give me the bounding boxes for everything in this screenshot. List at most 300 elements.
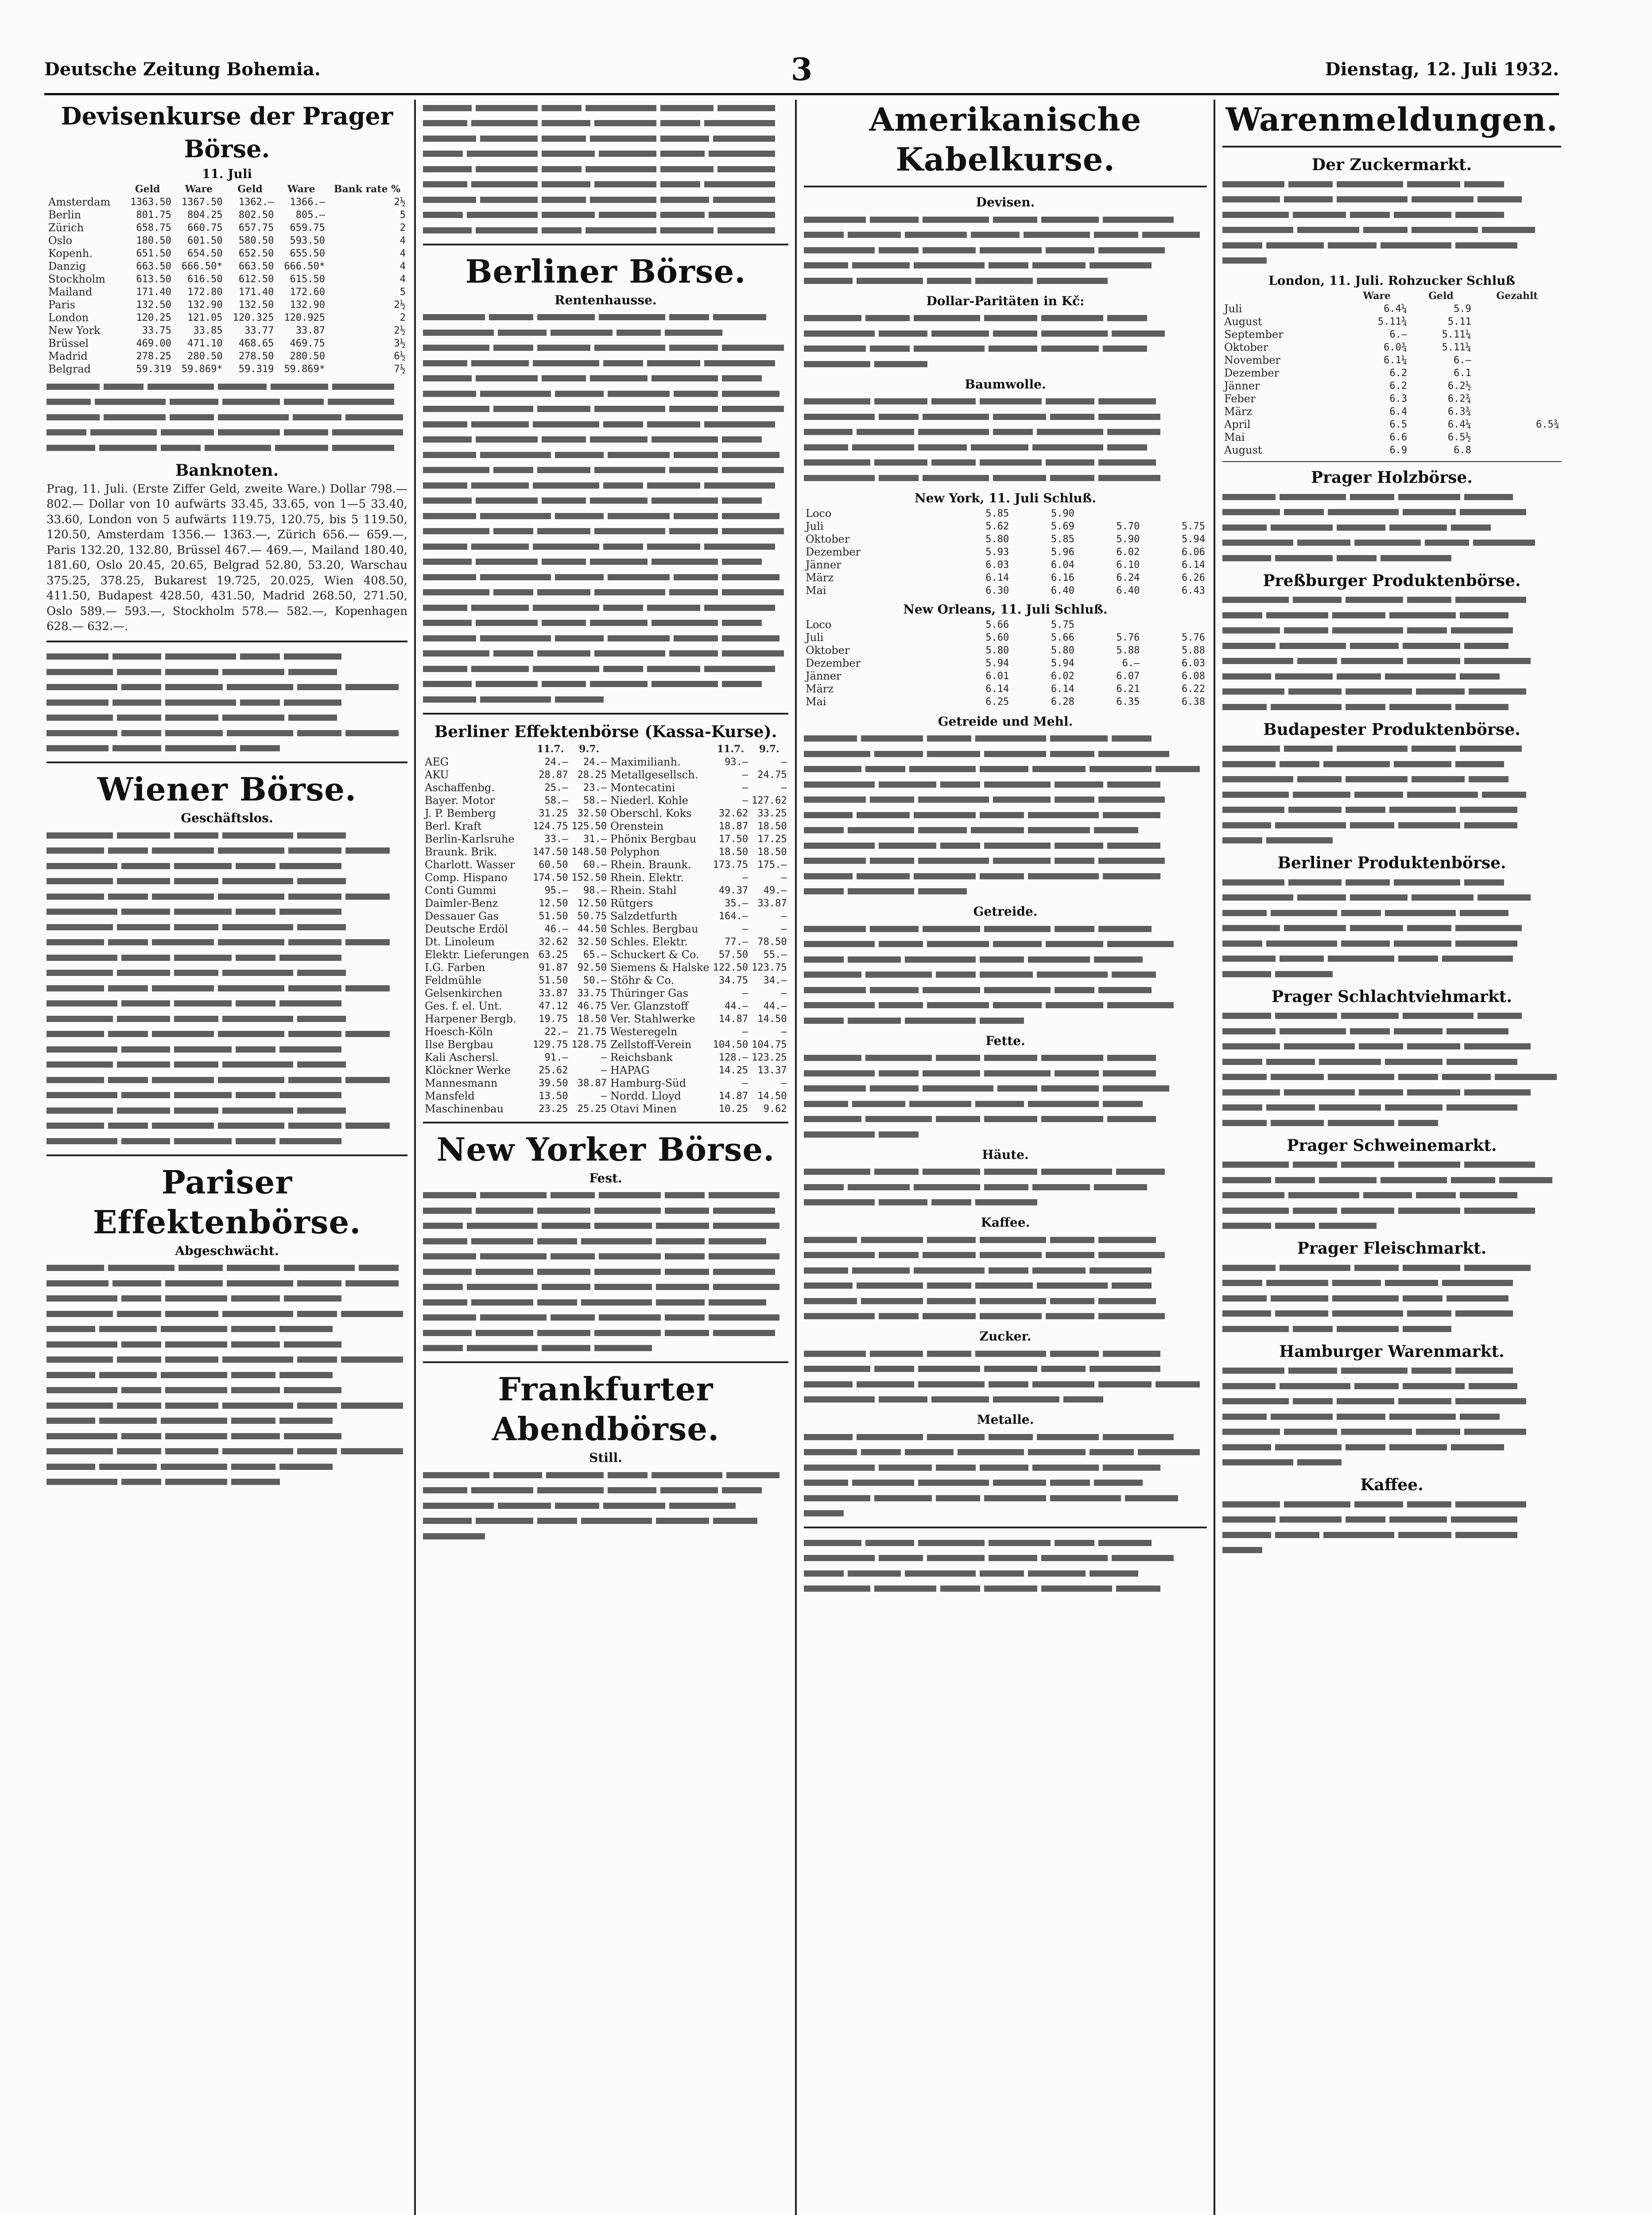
table-cell: 25.25 <box>577 1103 607 1115</box>
table-cell: 5.93 <box>985 546 1009 558</box>
table-cell: Dezember <box>1224 367 1280 379</box>
table-row <box>804 618 1207 631</box>
table-header-cell: Geld <box>135 183 160 195</box>
table-cell: 57.50 <box>718 949 748 960</box>
table-cell: 124.75 <box>533 820 568 832</box>
table-cell: 666.50* <box>284 261 326 272</box>
table-header-cell <box>609 743 711 756</box>
table-cell: 65.— <box>583 949 607 960</box>
frankfurter-sub: Still. <box>589 1450 622 1465</box>
table-cell <box>1473 328 1561 341</box>
table-cell: 5.80 <box>985 533 1009 545</box>
table-cell: Stöhr & Co. <box>610 974 675 987</box>
table-cell: 2 <box>399 312 406 323</box>
table-cell: — <box>601 1052 607 1063</box>
table-cell: 180.50 <box>136 235 171 246</box>
table-cell: Aschaffenbg. <box>425 781 495 794</box>
table-cell: Belgrad <box>48 363 91 375</box>
table-cell <box>1473 367 1561 380</box>
table-cell: 6.40 <box>1051 585 1074 596</box>
table-cell: 5.69 <box>1051 521 1074 532</box>
table-row <box>423 871 788 884</box>
table-cell: Berlin <box>48 209 81 221</box>
table-cell: Phönix Bergbau <box>610 832 697 845</box>
table-cell: Montecatini <box>610 781 675 794</box>
table-header-cell: 11.7. <box>717 743 744 755</box>
table-row <box>423 1051 788 1064</box>
table-cell: Hamburg-Süd <box>610 1076 686 1089</box>
baumwolle-text <box>804 393 1207 485</box>
table-cell: 50.— <box>583 975 607 986</box>
table-cell: 32.62 <box>539 936 568 948</box>
table-cell: 658.75 <box>136 222 171 233</box>
table-cell: — <box>742 795 748 806</box>
table-cell: 31.— <box>583 833 607 845</box>
table-cell: Salzdetfurth <box>610 909 678 922</box>
table-cell: Gelsenkirchen <box>425 987 503 999</box>
table-row <box>1222 380 1561 392</box>
table-cell: — <box>781 1077 787 1089</box>
table-cell: 5.94 <box>1182 533 1205 545</box>
table-cell: 6.2½ <box>1447 381 1471 392</box>
table-row <box>1222 354 1561 367</box>
table-cell: 77.— <box>725 936 748 948</box>
column-rule <box>795 100 797 2215</box>
table-cell: 5.9 <box>1454 303 1471 315</box>
table-cell: 655.50 <box>290 248 326 259</box>
table-cell: Maximilianh. <box>610 755 681 768</box>
table-row <box>47 350 407 363</box>
table-row <box>804 533 1207 546</box>
table-cell: 104.75 <box>752 1039 787 1050</box>
pressburger-headline: Preßburger Produktenbörse. <box>1263 571 1521 590</box>
table-cell: 128.75 <box>571 1039 607 1050</box>
budapester-headline: Budapester Produktenbörse. <box>1263 720 1520 739</box>
wiener-text <box>47 827 407 1148</box>
devisen-sub: Devisen. <box>976 195 1035 210</box>
table-cell: 657.75 <box>238 222 274 233</box>
table-cell <box>1473 444 1561 457</box>
column-2 <box>423 100 788 2215</box>
table-row <box>423 961 788 974</box>
table-cell: Berl. Kraft <box>425 820 482 832</box>
table-row <box>1222 367 1561 380</box>
table-cell: Brüssel <box>48 337 89 350</box>
table-cell: 6.5¾ <box>1536 419 1559 430</box>
table-cell: 23.25 <box>539 1103 568 1115</box>
table-cell: London <box>48 311 89 324</box>
table-header-cell: Gezahlt <box>1496 290 1538 302</box>
article-text <box>47 649 407 756</box>
table-cell: Mansfeld <box>425 1089 475 1102</box>
table-cell: Mai <box>1224 431 1245 443</box>
table-cell: 44.— <box>725 1000 748 1012</box>
table-cell: 5.75 <box>1182 521 1205 532</box>
divider <box>804 186 1207 187</box>
divider <box>47 762 407 763</box>
table-cell: 5.60 <box>985 632 1009 643</box>
table-cell: 6.28 <box>1051 696 1074 707</box>
table-cell: 59.869* <box>181 364 223 375</box>
table-cell: Nordd. Lloyd <box>610 1089 681 1102</box>
table-cell: Mai <box>806 695 826 708</box>
table-cell: 164.— <box>718 910 748 922</box>
table-cell: 12.50 <box>577 898 607 909</box>
table-row <box>423 910 788 923</box>
table-cell: 172.60 <box>290 287 326 298</box>
table-cell: Rhein. Stahl <box>610 884 677 897</box>
table-row <box>1222 431 1561 444</box>
table-cell: — <box>781 910 787 922</box>
table-cell: AEG <box>425 755 449 768</box>
table-cell: 6.04 <box>1051 559 1074 571</box>
table-cell: 6.3 <box>1389 393 1408 404</box>
table-cell: 55.— <box>763 949 787 960</box>
table-cell: 58.— <box>544 795 568 806</box>
table-cell: 5.88 <box>1116 645 1140 656</box>
table-cell: Daimler-Benz <box>425 897 498 909</box>
table-cell: — <box>742 1026 748 1038</box>
table-cell: Jänner <box>1224 380 1260 392</box>
column-3 <box>804 100 1207 2215</box>
table-cell: — <box>781 782 787 793</box>
table-cell: — <box>742 923 748 935</box>
column-rule <box>414 100 416 2215</box>
table-header-cell: Bank rate % <box>334 183 401 195</box>
table-row <box>804 571 1207 584</box>
table-cell: 6.02 <box>1051 670 1074 682</box>
table-cell: 7½ <box>394 364 406 375</box>
table-cell: 805.— <box>295 210 326 221</box>
frankfurter-headline: Frankfurter Abendbörse. <box>492 1370 720 1448</box>
table-cell: 18.87 <box>718 820 748 832</box>
table-cell: April <box>1224 418 1251 431</box>
table-cell: 660.75 <box>187 222 223 233</box>
table-cell: 18.50 <box>577 1013 607 1025</box>
table-cell: — <box>742 782 748 793</box>
table-cell: Amsterdam <box>48 196 111 208</box>
table-cell: Ges. f. el. Unt. <box>425 999 502 1012</box>
table-cell: 24.— <box>544 756 568 768</box>
table-cell: Oktober <box>806 644 850 657</box>
table-cell: 469.75 <box>290 338 326 349</box>
table-cell: 280.50 <box>290 351 326 362</box>
table-cell <box>1473 405 1561 418</box>
table-cell: Thüringer Gas <box>610 987 688 999</box>
quotes-text <box>423 100 788 237</box>
table-cell: Niederl. Kohle <box>610 794 688 807</box>
wiener-sub: Geschäftslos. <box>181 811 273 825</box>
table-cell: 44.50 <box>577 923 607 935</box>
table-row <box>1222 444 1561 457</box>
table-cell: — <box>742 769 748 781</box>
table-row <box>47 222 407 234</box>
getreide-text <box>804 731 1207 899</box>
divider <box>47 1154 407 1156</box>
table-cell: 5.80 <box>985 645 1009 656</box>
table-cell: 91.87 <box>539 962 568 973</box>
table-cell: 6.07 <box>1116 670 1140 682</box>
devisen-text <box>804 211 1207 288</box>
frankfurter-text <box>423 1467 788 1543</box>
table-cell: 175.— <box>757 859 787 870</box>
table-cell: 601.50 <box>187 235 223 246</box>
table-cell: 33.87 <box>295 325 326 336</box>
table-header-cell: Geld <box>237 183 263 195</box>
table-header-cell <box>423 743 531 756</box>
table-cell: 127.62 <box>752 795 787 806</box>
table-row <box>804 520 1207 533</box>
table-row <box>423 1038 788 1051</box>
table-cell: 3½ <box>394 338 406 349</box>
fleischmarkt-headline: Prager Fleischmarkt. <box>1297 1239 1487 1258</box>
table-cell: 6.0¾ <box>1384 342 1408 353</box>
table-cell <box>1473 380 1561 392</box>
table-cell: 10.25 <box>718 1103 748 1115</box>
table-cell: 13.50 <box>539 1090 568 1102</box>
table-cell: 120.325 <box>233 312 274 323</box>
table-cell: 663.50 <box>136 261 171 272</box>
table-cell: Jänner <box>806 558 842 571</box>
table-cell: 6.24 <box>1116 572 1140 583</box>
table-cell: Mannesmann <box>425 1076 498 1089</box>
table-cell: 6.1 <box>1454 368 1471 379</box>
fleischmarkt-text <box>1222 1259 1561 1336</box>
table-row <box>1222 405 1561 418</box>
table-cell: 51.50 <box>539 975 568 986</box>
baumwolle-sub: Baumwolle. <box>965 377 1046 392</box>
table-cell: 32.62 <box>718 808 748 819</box>
table-row <box>423 1064 788 1077</box>
table-cell: 659.75 <box>290 222 326 233</box>
table-cell: 33.— <box>544 833 568 845</box>
table-cell: 804.25 <box>187 210 223 221</box>
table-cell: 14.50 <box>757 1013 787 1025</box>
table-cell: Ilse Bergbau <box>425 1038 494 1051</box>
table-cell: 6.2 <box>1389 381 1408 392</box>
divider <box>423 244 788 245</box>
table-header-cell: 11.7. <box>537 743 564 755</box>
table-cell: Madrid <box>48 350 88 362</box>
table-cell: Conti Gummi <box>425 884 496 897</box>
table-cell: 5.94 <box>985 657 1009 669</box>
table-cell: 78.50 <box>757 936 787 948</box>
table-cell: 654.50 <box>187 248 223 259</box>
devisen-date: 11. Juli <box>202 167 252 181</box>
kaffee-text <box>804 1232 1207 1323</box>
table-cell: 32.50 <box>577 808 607 819</box>
table-cell: 17.50 <box>718 833 748 845</box>
table-cell <box>1473 392 1561 405</box>
column-rule <box>1214 100 1215 2215</box>
divider <box>423 1122 788 1123</box>
table-cell: 6.03 <box>1182 657 1205 669</box>
table-cell: 132.90 <box>290 299 326 311</box>
table-cell: 59.319 <box>238 364 274 375</box>
table-cell: 5.85 <box>1051 533 1074 545</box>
table-cell: 33.75 <box>577 987 607 999</box>
table-cell: Juli <box>806 631 824 644</box>
table-cell: 32.50 <box>577 936 607 948</box>
table-cell <box>1473 315 1561 328</box>
table-cell: Elektr. Lieferungen <box>425 948 529 961</box>
hamburger-text <box>1222 1363 1561 1470</box>
table-cell: 5.76 <box>1182 632 1205 643</box>
table-row <box>804 631 1207 644</box>
table-cell: Schles. Elektr. <box>610 935 688 948</box>
newyork-text <box>423 1187 788 1356</box>
table-cell: — <box>781 756 787 768</box>
table-cell: 6.4¼ <box>1447 419 1471 430</box>
zucker-sub: Zucker. <box>979 1329 1032 1344</box>
table-cell: 802.50 <box>238 210 274 221</box>
hamburger-headline: Hamburger Warenmarkt. <box>1279 1342 1505 1361</box>
table-cell: 22.— <box>544 1026 568 1038</box>
table-cell: 6.2 <box>1389 368 1408 379</box>
table-cell: 6.3¾ <box>1447 406 1471 417</box>
table-cell: 14.87 <box>718 1013 748 1025</box>
table-cell: 93.— <box>725 756 748 768</box>
table-cell: Westeregeln <box>610 1025 678 1038</box>
table-cell: 5.66 <box>1051 632 1074 643</box>
table-cell: Zürich <box>48 222 84 234</box>
table-cell: 12.50 <box>539 898 568 909</box>
table-cell: Ver. Stahlwerke <box>610 1012 695 1025</box>
table-cell: Oktober <box>806 532 850 545</box>
table-header-cell: 9.7. <box>579 743 600 755</box>
table-cell: 19.75 <box>539 1013 568 1025</box>
table-cell: 9.62 <box>763 1103 787 1115</box>
table-row <box>47 324 407 337</box>
page-header <box>44 42 1559 95</box>
table-cell: 49.— <box>763 885 787 896</box>
table-row <box>804 644 1207 657</box>
table-cell: Kopenh. <box>48 247 93 260</box>
table-cell: 4 <box>399 248 406 259</box>
table-cell: 95.— <box>544 885 568 896</box>
ny-cotton-table <box>804 507 1207 597</box>
table-cell: 4 <box>399 274 406 285</box>
table-row <box>423 1077 788 1090</box>
table-cell: Otavi Minen <box>610 1102 677 1115</box>
table-cell: 471.10 <box>187 338 223 349</box>
table-cell: Feber <box>1224 392 1256 405</box>
table-cell: — <box>601 1065 607 1076</box>
kassa-table <box>423 743 788 1115</box>
table-cell: 6.2¾ <box>1447 393 1471 404</box>
table-row <box>423 884 788 897</box>
table-row <box>423 833 788 846</box>
table-row <box>423 820 788 833</box>
table-cell: 5.76 <box>1116 632 1140 643</box>
table-cell: 24.75 <box>757 769 787 781</box>
table-cell: Oktober <box>1224 341 1268 354</box>
table-row <box>47 363 407 376</box>
table-cell: 59.319 <box>136 364 171 375</box>
table-cell: 6.— <box>1389 329 1408 340</box>
table-row <box>423 756 788 769</box>
table-cell: 6.— <box>1122 657 1140 669</box>
table-cell: 5.11 <box>1447 316 1471 327</box>
table-cell: 6.22 <box>1182 683 1205 695</box>
table-cell: 14.87 <box>718 1090 748 1102</box>
zuckermarkt-headline: Der Zuckermarkt. <box>1311 155 1472 174</box>
table-cell: Charlott. Wasser <box>425 858 515 871</box>
divider <box>1222 461 1561 462</box>
column-4 <box>1222 100 1561 2215</box>
table-cell: 5.90 <box>1116 533 1140 545</box>
ny-cotton-title: New York, 11. Juli Schluß. <box>915 490 1096 505</box>
table-cell: 39.50 <box>539 1077 568 1089</box>
table-row <box>804 683 1207 696</box>
table-cell: 34.— <box>763 975 787 986</box>
table-row <box>804 657 1207 670</box>
table-cell: Danzig <box>48 260 86 272</box>
table-cell: Braunk. Brik. <box>425 845 497 858</box>
table-row <box>804 584 1207 597</box>
table-cell: Oberschl. Koks <box>610 807 692 820</box>
table-row <box>47 337 407 350</box>
haeute-text <box>804 1164 1207 1210</box>
table-row <box>423 1000 788 1013</box>
table-cell: 6.02 <box>1116 546 1140 558</box>
table-cell: 5.62 <box>985 521 1009 532</box>
table-cell: 6.25 <box>985 696 1009 707</box>
pressburger-text <box>1222 592 1561 714</box>
table-cell: Juli <box>1224 303 1242 315</box>
table-cell: Mai <box>806 584 826 597</box>
table-cell: — <box>781 1026 787 1038</box>
table-cell: 24.— <box>583 756 607 768</box>
table-cell: 132.50 <box>136 299 171 311</box>
table-cell: 5.70 <box>1116 521 1140 532</box>
table-cell: 171.40 <box>136 287 171 298</box>
table-cell: 6.03 <box>985 559 1009 571</box>
table-cell: 44.— <box>763 1000 787 1012</box>
table-cell: 132.90 <box>187 299 223 311</box>
kaffee-headline: Kaffee. <box>1360 1476 1423 1494</box>
table-cell: 4 <box>399 235 406 246</box>
table-cell: 6.4 <box>1389 406 1408 417</box>
table-cell: 17.25 <box>757 833 787 845</box>
table-cell: 5.94 <box>1051 657 1074 669</box>
table-row <box>1222 315 1561 328</box>
table-row <box>804 670 1207 683</box>
table-cell: 1366.— <box>290 197 326 208</box>
table-header-cell: Ware <box>287 183 315 195</box>
table-row <box>423 1013 788 1026</box>
table-cell: 666.50* <box>181 261 223 272</box>
getreide-sub: Getreide und Mehl. <box>938 714 1073 729</box>
zucker-text <box>804 1345 1207 1407</box>
table-cell: 5.80 <box>1051 645 1074 656</box>
devisen-headline: Devisenkurse der Prager Börse. <box>61 102 393 163</box>
table-cell: 5.88 <box>1182 645 1205 656</box>
table-cell <box>1473 354 1561 367</box>
table-cell: — <box>601 1090 607 1102</box>
issue-date: Dienstag, 12. Juli 1932. <box>1325 59 1559 80</box>
divider <box>47 641 407 642</box>
table-cell: März <box>806 571 834 584</box>
table-row <box>804 507 1207 520</box>
table-cell: 13.37 <box>757 1065 787 1076</box>
table-row <box>423 859 788 871</box>
table-cell: Metallgesellsch. <box>610 768 698 781</box>
budapester-text <box>1222 741 1561 848</box>
table-cell: 615.50 <box>290 274 326 285</box>
table-cell: 1363.50 <box>130 197 171 208</box>
table-cell: Polyphon <box>610 845 660 858</box>
